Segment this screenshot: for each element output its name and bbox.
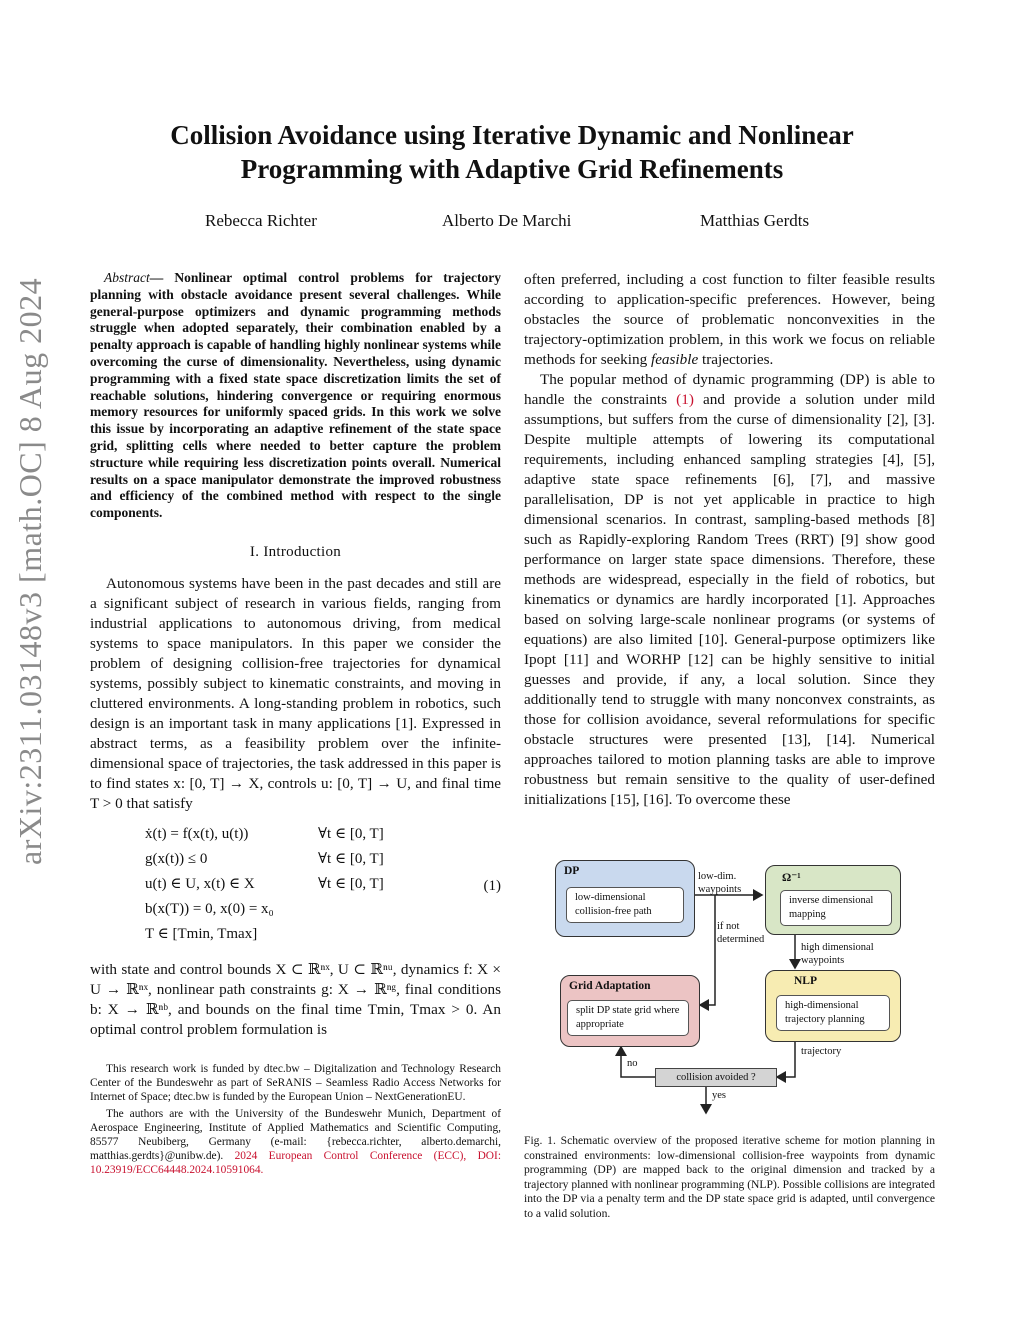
right-column — [524, 270, 935, 810]
intro-paragraph-1: Autonomous systems have been in the past decades and still are a significant subject of research in various fields, ranging from industrial applications to autonomous driving, from medical systems to space manipulators. In this paper we consider the problem of designing collision-free trajectories for dynamical systems, possibly subject to kinematic constraints, and moving in cluttered environments. A long-standing problem in robotics, such design is an important task in many applications [1]. Expressed in abstract terms, as a feasibility problem over the infinite-dimensional space of trajectories, the task addressed in this paper is to find states x: [0, T] → X, controls u: [0, T] → U, and final time T > 0 that satisfy — [90, 574, 501, 812]
equation-lhs: g(x(t)) ≤ 0 — [145, 850, 208, 867]
dp-box-title: DP — [564, 865, 580, 877]
nlp-box — [765, 970, 901, 1042]
right-paragraph-1 — [524, 270, 935, 370]
label-low-dim-waypoints-text: low-dim. waypoints — [698, 871, 742, 895]
author-3: Matthias Gerdts — [700, 211, 810, 230]
decision-box — [655, 1068, 777, 1087]
dp-box-text: low-dimensional collision-free path — [566, 887, 684, 923]
right-paragraph-2-text: The popular method of dynamic programming (DP) is able to handle the constraints — [524, 371, 935, 408]
equation-rhs: ∀t ∈ [0, T] — [318, 875, 384, 892]
title-line-1: Collision Avoidance using Iterative Dynamic and Nonlinear — [170, 120, 854, 150]
footnote-funding: This research work is funded by dtec.bw – Digitalization and Technology Research Center of the Bundeswehr as part of SeRANIS – Seamless Radio Access Networks for Internet of Space; dtec.bw is funded by the European Union – NextGenerationEU. — [90, 1062, 501, 1103]
arxiv-identifier: arXiv:2311.03148v3 [math.OC] 8 Aug 2024 — [12, 277, 48, 865]
equation-rhs: ∀t ∈ [0, T] — [318, 850, 384, 867]
paper-title — [110, 118, 914, 186]
decision-box-text: collision avoided ? — [676, 1072, 756, 1083]
omega-box-text: inverse dimensional mapping — [780, 890, 892, 926]
equation-lhs: u(t) ∈ U, x(t) ∈ X — [145, 875, 255, 892]
nlp-box-text: high-dimensional trajectory planning — [776, 995, 890, 1031]
label-if-not-determined-text: if not determined — [717, 921, 765, 945]
right-paragraph-2-rest: and provide a solution under mild assumptions, but suffers from the curse of dimensionality [2], [3]. Despite multiple attempts of lowering its computational requirements, including enhanced sampling strategies [4], [5], adaptive state space refinements [6], [7], and massive parallelisation, DP is not yet applicable in practice to high dimensional scenarios. In contrast, sampling-based methods [8] such as Rapidly-exploring Random Trees (RRT) [9] show good performance on larger state space dimensions. Therefore, these methods are widespread, especially in the field of robotics, but kinematics or dynamics are hardly incorporated [1]. Approaches based on solving large-scale nonlinear programs (or systems of equations) are also limited [10]. General-purpose optimizers like Ipopt [11] and WORHP [12] can be highly sensitive to initial guesses and provide, if any, a local solution. Since they additionally tend to struggle with many nonconvex constraints, as those for collision avoidance, several reformulations for specific obstacle structures were presented [13], [14]. Numerical approaches tailored to motion planning tasks are able to improve robustness but remain sensitive to the quality of user-defined initializations [15], [16]. To overcome these — [524, 391, 935, 808]
label-trajectory: trajectory — [801, 1046, 842, 1057]
equation-rhs: ∀t ∈ [0, T] — [318, 825, 384, 842]
label-high-dim-waypoints-text: high dimensional waypoints — [801, 942, 874, 966]
equation-lhs: ẋ(t) = f(x(t), u(t)) — [145, 825, 249, 842]
omega-box-title: Ω⁻¹ — [782, 872, 801, 884]
equation-number: (1) — [483, 877, 501, 894]
equation-lhs: T ∈ [Tmin, Tmax] — [145, 925, 258, 942]
author-2: Alberto De Marchi — [442, 211, 572, 230]
arrow-ifnot-to-grid — [700, 895, 715, 1005]
dp-box — [555, 860, 695, 937]
section-heading: I. Introduction — [249, 543, 342, 560]
right-paragraph-2 — [524, 370, 935, 810]
label-low-dim-waypoints — [698, 870, 754, 896]
omega-inverse-box — [765, 865, 901, 935]
label-no: no — [627, 1058, 638, 1069]
title-line-2: Programming with Adaptive Grid Refinements — [240, 154, 784, 184]
right-paragraph-1-text: often preferred, including a cost function to filter feasible results according to application-specific preferences. However, being obstacles the source of problematic nonconvexities in the trajectory-optimization problem, in this work we focus on reliable methods for seeking — [524, 271, 935, 368]
arrow-nlp-to-decision — [777, 1040, 795, 1077]
abstract-text: — Nonlinear optimal control problems for trajectory planning with obstacle avoidance present several challenges. While general-purpose optimizers and dynamic programming methods struggle when adopted separately, their combination enabled by a penalty approach is capable of handling highly nonlinear systems while overcoming the curse of dimensionality. Nevertheless, using dynamic programming with a fixed state space discretization limits the set of reachable solutions, hindering convergence or requiring enormous memory resources for uniformly spaced grids. In this work we solve this issue by incorporating an adaptive refinement of the state space grid, splitting cells where needed to better capture the problem structure while requiring less discretization points overall. Numerical results on a space manipulator demonstrate the improved robustness and efficiency of the combined method with respect to the single components. — [90, 270, 501, 521]
intro-paragraph-2: with state and control bounds X ⊂ ℝⁿˣ, U ⊂ ℝⁿᵘ, dynamics f: X × U → ℝⁿˣ, nonlinear path constraints g: X → ℝⁿᵍ, final conditions b: X → ℝⁿᵇ, and bounds on the final time Tmin, Tmax > 0. An optimal control problem formulation is — [90, 960, 501, 1038]
equation-reference-link[interactable]: (1) — [676, 391, 694, 408]
nlp-box-title: NLP — [794, 975, 817, 987]
label-yes: yes — [712, 1090, 726, 1101]
grid-adaptation-box — [560, 975, 700, 1047]
author-1: Rebecca Richter — [205, 211, 317, 230]
equation-lhs: b(x(T)) = 0, x(0) = x₀ — [145, 900, 274, 917]
footnote-affiliation — [90, 1107, 501, 1177]
conference-doi-link[interactable]: 2024 European Control Conference (ECC), DOI: 10.23919/ECC64448.2024.10591064. — [90, 1149, 501, 1176]
grid-box-text: split DP state grid where appropriate — [567, 1000, 689, 1036]
equation-block — [90, 820, 501, 952]
figure-1-diagram — [555, 855, 930, 1120]
label-high-dim-waypoints — [801, 941, 896, 967]
left-column — [90, 270, 501, 1177]
footnote-affiliation-text: The authors are with the University of the Bundeswehr Munich, Department of Aerospace Engineering, Institute of Applied Mathematics and Scientific Computing, 85577 Neubiberg, Germany (e-mail: {rebecca.richter, alberto.demarchi, matthias.gerdts}@unibw.de). — [90, 1107, 501, 1162]
abstract-label: Abstract — [104, 270, 150, 285]
right-paragraph-1-end: trajectories. — [698, 351, 774, 368]
grid-box-title: Grid Adaptation — [569, 980, 651, 992]
emphasis-feasible: feasible — [650, 351, 699, 368]
figure-caption: Fig. 1. Schematic overview of the proposed iterative scheme for motion planning in constrained environments: low-dimensional collision-free waypoints from dynamic programming (DP) are mapped back to the original dimension and tracked by a trajectory planned with nonlinear programming (NLP). Possible collisions are integrated into the DP via a penalty term and the DP state space grid is adapted, until convergence to a valid solution. — [524, 1134, 935, 1220]
abstract — [90, 270, 501, 522]
label-if-not-determined — [717, 920, 779, 946]
